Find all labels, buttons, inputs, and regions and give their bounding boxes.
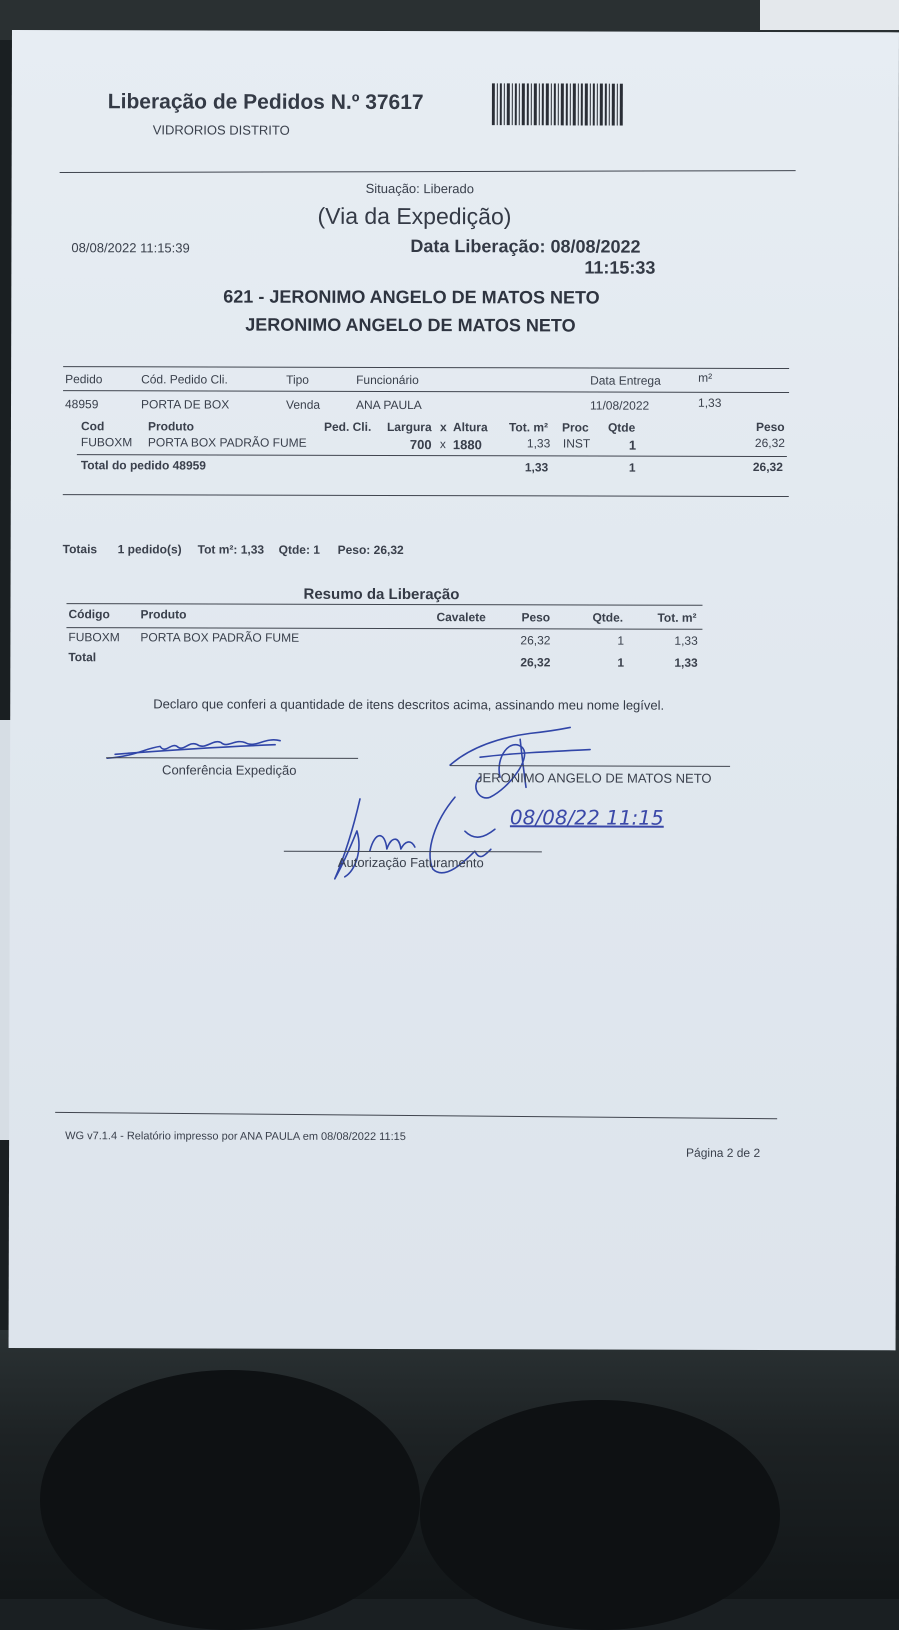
item-proc: INST: [562, 436, 591, 451]
release-date: Data Liberação: 08/08/2022: [410, 236, 641, 257]
order-total-line: [77, 454, 787, 457]
summary-top-line: [66, 603, 702, 606]
conferencia-label: Conferência Expedição: [162, 762, 297, 778]
item-tot-m2: 1,33: [526, 436, 551, 451]
handwritten-date: 08/08/22 11:15: [509, 805, 664, 830]
col-tipo: Tipo: [286, 372, 310, 387]
summary-col-codigo: Código: [68, 607, 110, 622]
item-col-largura: Largura: [386, 419, 432, 435]
summary-total-peso: 26,32: [520, 655, 551, 670]
totals-label: Totais: [62, 542, 98, 557]
summary-col-peso: Peso: [521, 610, 551, 625]
item-altura: 1880: [452, 437, 482, 453]
order-total-tot-m2: 1,33: [524, 460, 549, 475]
col-funcionario: Funcionário: [356, 372, 419, 388]
company-name: VIDRORIOS DISTRITO: [152, 122, 290, 138]
order-table-top-line: [63, 366, 789, 369]
summary-tot-m2: 1,33: [674, 633, 698, 648]
order-total-label: Total do pedido 48959: [80, 458, 207, 473]
item-x: x: [439, 437, 446, 452]
totals-pedidos: 1 pedido(s): [117, 542, 182, 557]
item-peso: 26,32: [754, 435, 785, 451]
summary-title: Resumo da Liberação: [303, 585, 460, 604]
order-table-bottom-line: [63, 494, 789, 497]
item-col-ped-cli: Ped. Cli.: [323, 419, 372, 434]
summary-total-label: Total: [68, 650, 97, 665]
totals-tot-m2: Tot m²: 1,33: [197, 542, 265, 557]
document-title: Liberação de Pedidos N.º 37617: [107, 90, 424, 115]
item-col-peso: Peso: [755, 419, 785, 435]
col-pedido: Pedido: [65, 372, 103, 387]
footer-page: Página 2 de 2: [686, 1145, 761, 1160]
footer-version: WG v7.1.4 - Relatório impresso por ANA PAULA em 08/08/2022 11:15: [65, 1130, 406, 1144]
order-cod-cli: PORTA DE BOX: [141, 397, 230, 412]
background-table: [0, 1330, 899, 1599]
totals-peso: Peso: 26,32: [337, 542, 404, 558]
col-m2: m²: [698, 370, 713, 385]
order-pedido: 48959: [65, 397, 99, 412]
col-cod-cli: Cód. Pedido Cli.: [141, 372, 228, 387]
situation-text: Situação: Liberado: [365, 180, 475, 197]
item-col-tot-m2: Tot. m²: [508, 420, 549, 435]
release-time: 11:15:33: [584, 257, 656, 278]
item-col-cod: Cod: [80, 419, 105, 434]
totals-qtde: Qtde: 1: [278, 542, 321, 557]
declaration-text: Declaro que conferi a quantidade de itens descritos acima, assinando meu nome legível.: [153, 696, 665, 713]
item-col-x: x: [439, 420, 447, 435]
footer-line: [55, 1112, 777, 1119]
print-datetime: 08/08/2022 11:15:39: [71, 240, 190, 256]
item-col-qtde: Qtde: [607, 420, 636, 435]
autorizacao-signature: [315, 791, 505, 886]
item-col-altura: Altura: [452, 420, 488, 435]
item-col-proc: Proc: [561, 420, 589, 435]
order-header-line: [63, 390, 789, 393]
client-label: JERONIMO ANGELO DE MATOS NETO: [476, 770, 712, 786]
item-largura: 700: [409, 437, 432, 453]
summary-total-qtde: 1: [617, 655, 625, 670]
summary-qtde: 1: [617, 633, 625, 648]
document-page: [9, 30, 899, 1350]
order-m2: 1,33: [698, 395, 722, 410]
item-cod: FUBOXM: [80, 435, 133, 450]
summary-col-qtde: Qtde.: [592, 610, 624, 625]
via-label: (Via da Expedição): [317, 202, 512, 230]
summary-col-cavalete: Cavalete: [436, 610, 486, 625]
order-funcionario: ANA PAULA: [356, 397, 422, 413]
summary-produto: PORTA BOX PADRÃO FUME: [140, 630, 300, 645]
summary-col-produto: Produto: [140, 607, 187, 622]
item-produto: PORTA BOX PADRÃO FUME: [147, 435, 307, 450]
summary-col-tot-m2: Tot. m²: [657, 610, 697, 625]
order-data-entrega: 11/08/2022: [590, 398, 650, 413]
item-qtde: 1: [628, 437, 637, 453]
order-total-qtde: 1: [628, 460, 636, 475]
background-sheet: [760, 0, 899, 30]
summary-total-tot-m2: 1,33: [674, 655, 698, 670]
barcode: [492, 83, 626, 125]
autorizacao-label: Autorização Faturamento: [337, 854, 484, 871]
client-name: JERONIMO ANGELO DE MATOS NETO: [245, 314, 576, 336]
summary-peso: 26,32: [520, 633, 551, 648]
order-tipo: Venda: [286, 397, 321, 412]
summary-codigo: FUBOXM: [68, 630, 120, 645]
order-total-peso: 26,32: [752, 459, 783, 475]
item-col-produto: Produto: [147, 419, 194, 434]
col-data-entrega: Data Entrega: [590, 373, 661, 388]
client-code-name: 621 - JERONIMO ANGELO DE MATOS NETO: [223, 286, 600, 308]
header-divider: [60, 170, 796, 173]
